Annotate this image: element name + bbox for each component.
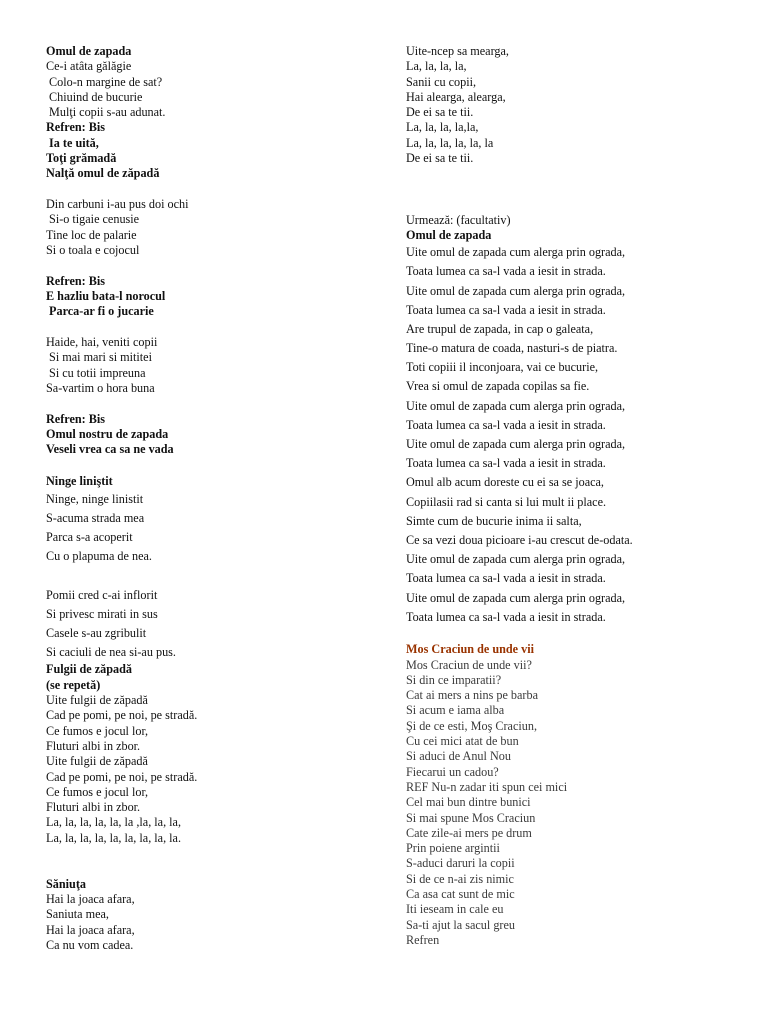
text-line: Toata lumea ca sa-l vada a iesit in strada. — [406, 609, 606, 624]
text-line: Si aduci de Anul Nou — [406, 749, 511, 764]
text-line: Uite omul de zapada cum alerga prin ograda, — [406, 552, 626, 567]
text-line: Uite omul de zapada cum alerga prin ograda, — [406, 398, 626, 413]
text-line: Chiuind de bucurie — [46, 89, 143, 104]
song-heading: Omul de zapada — [406, 227, 492, 242]
blank-line — [46, 846, 376, 861]
text-line: Si mai mari si mititei — [46, 350, 152, 365]
blank-line — [406, 197, 756, 212]
text-line: Si privesc mirati in sus — [46, 606, 158, 621]
text-line: Colo-n margine de sat? — [46, 74, 163, 89]
text-line: La, la, la, la, la, la, la, la, la. — [46, 830, 182, 845]
text-line: De ei sa te tii. — [406, 105, 474, 120]
text-line: Urmează: (facultativ) — [406, 212, 511, 227]
text-line: Si cu totii impreuna — [46, 365, 146, 380]
text-line: Are trupul de zapada, in cap o galeata, — [406, 321, 594, 336]
text-line: Saniuta mea, — [46, 907, 109, 922]
text-line: Uite-ncep sa mearga, — [406, 44, 509, 58]
text-line: Cad pe pomi, pe noi, pe stradă. — [46, 769, 198, 784]
text-line: Casele s-au zgribulit — [46, 626, 147, 641]
text-line: Ce sa vezi doua picioare i-au crescut de-odata. — [406, 532, 633, 547]
song-heading: Ia te uită, — [46, 135, 99, 150]
text-line: Haide, hai, veniti copii — [46, 334, 158, 349]
text-line: Uite omul de zapada cum alerga prin ograda, — [406, 245, 626, 260]
blank-line — [46, 567, 376, 586]
text-line: Si din ce imparatii? — [406, 672, 502, 687]
text-line: REF Nu-n zadar iti spun cei mici — [406, 779, 568, 794]
right-column — [406, 44, 756, 948]
text-line: Fluturi albi in zbor. — [46, 738, 141, 753]
left-column — [46, 44, 376, 953]
text-line: Si mai spune Mos Craciun — [406, 810, 536, 825]
text-line: Sanii cu copii, — [406, 74, 477, 89]
blank-line — [46, 182, 376, 197]
text-line: La, la, la, la,la, — [406, 120, 479, 135]
text-line: Din carbuni i-au pus doi ochi — [46, 197, 189, 212]
blank-line — [46, 396, 376, 411]
text-line: Toata lumea ca sa-l vada a iesit in strada. — [406, 417, 606, 432]
text-line: Si-o tigaie cenusie — [46, 212, 140, 227]
text-line: Toata lumea ca sa-l vada a iesit in strada. — [406, 264, 606, 279]
text-line: Pomii cred c-ai inflorit — [46, 587, 158, 602]
text-line: Simte cum de bucurie inima ii salta, — [406, 513, 582, 528]
text-line: Cel mai bun dintre bunici — [406, 795, 531, 810]
blank-line — [406, 182, 756, 197]
text-line: Uite fulgii de zăpadă — [46, 693, 148, 708]
text-line: Prin poiene argintii — [406, 841, 500, 856]
blank-line — [46, 861, 376, 876]
song-heading: Mos Craciun de unde vii — [406, 642, 534, 657]
text-line: Toata lumea ca sa-l vada a iesit in strada. — [406, 302, 606, 317]
text-line: Ca nu vom cadea. — [46, 938, 134, 952]
song-heading: E hazliu bata-l norocul — [46, 288, 166, 303]
text-line: La, la, la, la, — [406, 59, 467, 74]
text-line: Sa-ti ajut la sacul greu — [406, 917, 515, 932]
text-line: Refren — [406, 932, 440, 947]
text-line: Si de ce n-ai zis nimic — [406, 871, 514, 886]
text-line: Si caciuli de nea si-au pus. — [46, 645, 176, 660]
song-heading: Refren: Bis — [46, 273, 106, 288]
text-line: Şi de ce esti, Moş Craciun, — [406, 718, 537, 733]
text-line: Mos Craciun de unde vii? — [406, 657, 532, 672]
text-line: Copiilasii rad si canta si lui mult ii place. — [406, 494, 607, 509]
song-heading: Toţi grămadă — [46, 151, 117, 166]
text-line: Fiecarui un cadou? — [406, 764, 499, 779]
text-line: Tine loc de palarie — [46, 227, 137, 242]
song-heading: Ninge liniştit — [46, 473, 113, 488]
text-line: Uite omul de zapada cum alerga prin ograda, — [406, 283, 626, 298]
song-heading: Nalţă omul de zăpadă — [46, 166, 160, 181]
text-line: Sa-vartim o hora buna — [46, 380, 155, 395]
song-heading: Refren: Bis — [46, 120, 106, 135]
text-line: Cate zile-ai mers pe drum — [406, 825, 532, 840]
text-line: Toti copiii il inconjoara, vai ce bucurie, — [406, 360, 599, 375]
text-line: La, la, la, la, la, la ,la, la, la, — [46, 815, 182, 830]
text-line: S-acuma strada mea — [46, 510, 145, 525]
text-line: Si acum e iama alba — [406, 703, 505, 718]
blank-line — [46, 457, 376, 472]
text-line: Cu o plapuma de nea. — [46, 549, 152, 564]
text-line: Uite omul de zapada cum alerga prin ograda, — [406, 437, 626, 452]
text-line: Hai alearga, alearga, — [406, 89, 506, 104]
text-line: Ce fumos e jocul lor, — [46, 784, 149, 799]
text-line: Hai la joaca afara, — [46, 922, 135, 937]
text-line: Omul alb acum doreste cu ei sa se joaca, — [406, 475, 604, 490]
text-line: Ca asa cat sunt de mic — [406, 887, 515, 902]
text-line: Cad pe pomi, pe noi, pe stradă. — [46, 708, 198, 723]
text-line: Mulţi copii s-au adunat. — [46, 105, 166, 120]
text-line: Iti ieseam in cale eu — [406, 902, 504, 917]
blank-line — [46, 258, 376, 273]
text-line: Si o toala e cojocul — [46, 242, 140, 257]
blank-line — [46, 320, 376, 335]
text-line: De ei sa te tii. — [406, 151, 474, 166]
song-heading: Săniuţa — [46, 876, 86, 891]
song-heading: Parca-ar fi o jucarie — [46, 304, 154, 319]
text-line: Fluturi albi in zbor. — [46, 800, 141, 815]
text-line: Hai la joaca afara, — [46, 892, 135, 907]
song-heading: Omul de zapada — [46, 44, 132, 58]
text-line: Cat ai mers a nins pe barba — [406, 688, 538, 703]
song-heading: (se repetă) — [46, 677, 101, 692]
text-line: Toata lumea ca sa-l vada a iesit in strada. — [406, 456, 606, 471]
text-line: La, la, la, la, la, la — [406, 135, 494, 150]
song-heading: Refren: Bis — [46, 411, 106, 426]
text-line: Ninge, ninge linistit — [46, 491, 144, 506]
text-line: Toata lumea ca sa-l vada a iesit in strada. — [406, 571, 606, 586]
blank-line — [406, 627, 756, 642]
text-line: Parca s-a acoperit — [46, 530, 133, 545]
text-line: Tine-o matura de coada, nasturi-s de piatra. — [406, 341, 618, 356]
text-line: Vrea si omul de zapada copilas sa fie. — [406, 379, 590, 394]
text-line: S-aduci daruri la copii — [406, 856, 515, 871]
text-line: Ce fumos e jocul lor, — [46, 723, 149, 738]
blank-line — [406, 166, 756, 181]
text-line: Uite fulgii de zăpadă — [46, 754, 148, 769]
song-heading: Veseli vrea ca sa ne vada — [46, 442, 174, 457]
song-heading: Omul nostru de zapada — [46, 426, 169, 441]
text-line: Ce-i atâta gălăgie — [46, 59, 132, 74]
song-heading: Fulgii de zăpadă — [46, 662, 133, 677]
text-line: Cu cei mici atat de bun — [406, 734, 519, 749]
text-line: Uite omul de zapada cum alerga prin ograda, — [406, 590, 626, 605]
